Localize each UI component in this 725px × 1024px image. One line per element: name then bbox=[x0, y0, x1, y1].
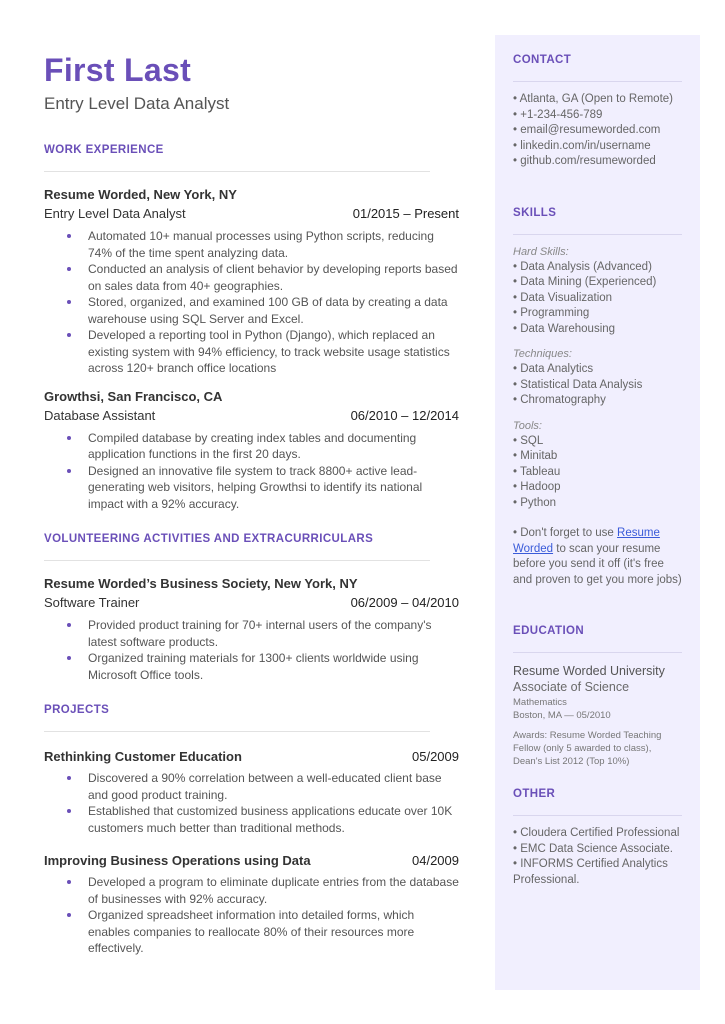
skill-item: • Minitab bbox=[513, 450, 558, 462]
bullet-item: Designed an innovative file system to track 8800+ active lead-generating web visitors, helping Growthsi to identify its national impact with a 92% accuracy. bbox=[44, 463, 459, 513]
bullet-dot-icon bbox=[67, 656, 71, 660]
skill-item: • Data Mining (Experienced) bbox=[513, 276, 657, 288]
bullet-item: Automated 10+ manual processes using Python scripts, reducing 74% of the time spent analyzing data. bbox=[44, 228, 459, 261]
techniques-list bbox=[513, 362, 682, 409]
project-entry bbox=[44, 748, 459, 836]
job-company: Growthsi, San Francisco, CA bbox=[44, 388, 223, 404]
education-location: Boston, MA — 05/2010 bbox=[513, 710, 611, 721]
education-awards: Awards: Resume Worded Teaching Fellow (only 5 awarded to class), Dean's List 2012 (Top 10%) bbox=[513, 730, 662, 767]
education-major: Mathematics bbox=[513, 697, 567, 708]
bullet-item: Organized spreadsheet information into detailed forms, which enables companies to reallocate 80% of their resources more effectively. bbox=[44, 907, 459, 957]
volunteer-bullets bbox=[44, 617, 459, 683]
sidebar-divider bbox=[513, 652, 682, 653]
volunteer-role: Software Trainer bbox=[44, 595, 140, 610]
section-heading-volunteering: VOLUNTEERING ACTIVITIES AND EXTRACURRICULARS bbox=[44, 533, 374, 545]
bullet-item: Organized training materials for 1300+ clients worldwide using Microsoft Office tools. bbox=[44, 650, 459, 683]
bullet-item: Provided product training for 70+ internal users of the company's latest software products. bbox=[44, 617, 459, 650]
contact-linkedin: • linkedin.com/in/username bbox=[513, 139, 651, 152]
volunteer-entry bbox=[44, 575, 459, 683]
candidate-title: Entry Level Data Analyst bbox=[44, 94, 230, 113]
certification-item: • INFORMS Certified Analytics Professional. bbox=[513, 858, 668, 886]
section-heading-projects: PROJECTS bbox=[44, 704, 110, 716]
bullet-item: Compiled database by creating index tables and documenting application functions in the first 20 days. bbox=[44, 430, 459, 463]
skill-item: • Data Warehousing bbox=[513, 322, 616, 335]
project-date: 04/2009 bbox=[412, 853, 459, 868]
bullet-dot-icon bbox=[67, 234, 71, 238]
job-entry bbox=[44, 388, 459, 513]
bullet-dot-icon bbox=[67, 267, 71, 271]
job-bullets bbox=[44, 228, 459, 377]
tools-label: Tools: bbox=[513, 419, 542, 432]
skill-item: • SQL bbox=[513, 434, 544, 447]
job-bullets bbox=[44, 430, 459, 513]
main-column bbox=[44, 50, 459, 957]
certification-item: • EMC Data Science Associate. bbox=[513, 842, 673, 855]
bullet-dot-icon bbox=[67, 436, 71, 440]
hard-skills-list bbox=[513, 260, 682, 338]
job-dates: 06/2010 – 12/2014 bbox=[350, 407, 459, 423]
sidebar-heading-other: OTHER bbox=[513, 788, 556, 800]
resume-worded-link[interactable]: Resume Worded bbox=[513, 527, 660, 555]
sidebar bbox=[495, 35, 700, 990]
project-name: Improving Business Operations using Data bbox=[44, 853, 311, 868]
contact-location: • Atlanta, GA (Open to Remote) bbox=[513, 93, 674, 105]
skill-item: • Data Analysis (Advanced) bbox=[513, 260, 652, 273]
bullet-dot-icon bbox=[67, 809, 71, 813]
section-divider bbox=[44, 560, 430, 561]
certification-item: • Cloudera Certified Professional bbox=[513, 827, 680, 839]
bullet-dot-icon bbox=[67, 880, 71, 884]
job-entry bbox=[44, 186, 459, 377]
sidebar-heading-contact: CONTACT bbox=[513, 54, 572, 66]
sidebar-heading-education: EDUCATION bbox=[513, 625, 585, 637]
bullet-dot-icon bbox=[67, 469, 71, 473]
skill-item: • Python bbox=[513, 496, 557, 509]
skill-item: • Hadoop bbox=[513, 481, 561, 493]
volunteer-dates: 06/2009 – 04/2010 bbox=[350, 595, 459, 610]
bullet-item: Developed a program to eliminate duplicate entries from the database of businesses with 92% accuracy. bbox=[44, 874, 459, 907]
job-company: Resume Worded, New York, NY bbox=[44, 187, 237, 202]
bullet-item: Stored, organized, and examined 100 GB of data by creating a data warehouse using SQL Server and Excel. bbox=[44, 294, 459, 327]
bullet-dot-icon bbox=[67, 776, 71, 780]
skill-item: • Programming bbox=[513, 307, 590, 319]
skill-item: • Chromatography bbox=[513, 394, 606, 406]
job-dates: 01/2015 – Present bbox=[352, 206, 459, 221]
resume-tip-note: • Don't forget to use Resume Worded to scan your resume before you send it off (it's free and proven to get you more jobs) bbox=[513, 527, 682, 586]
bullet-item: Conducted an analysis of client behavior by developing reports based on sales data from 40+ geographies. bbox=[44, 261, 459, 294]
skill-item: • Statistical Data Analysis bbox=[513, 378, 643, 391]
tools-list bbox=[513, 434, 682, 512]
education-degree: Associate of Science bbox=[513, 680, 630, 694]
bullet-dot-icon bbox=[67, 300, 71, 304]
project-bullets bbox=[44, 874, 459, 957]
bullet-dot-icon bbox=[67, 333, 71, 337]
sidebar-heading-skills: SKILLS bbox=[513, 206, 557, 219]
techniques-label: Techniques: bbox=[513, 348, 572, 360]
hard-skills-label: Hard Skills: bbox=[513, 245, 569, 258]
sidebar-divider bbox=[513, 815, 682, 816]
bullet-item: Established that customized business applications educate over 10K customers much better than traditional methods. bbox=[44, 803, 459, 836]
bullet-dot-icon bbox=[67, 913, 71, 917]
bullet-item: Discovered a 90% correlation between a well-educated client base and good product training. bbox=[44, 770, 459, 803]
contact-email: • email@resumeworded.com bbox=[513, 124, 661, 136]
candidate-name: First Last bbox=[44, 52, 192, 88]
project-name: Rethinking Customer Education bbox=[44, 749, 242, 764]
job-role: Database Assistant bbox=[44, 407, 156, 423]
project-entry bbox=[44, 852, 459, 957]
contact-phone: • +1-234-456-789 bbox=[513, 108, 603, 121]
skill-item: • Data Visualization bbox=[513, 291, 613, 304]
job-role: Entry Level Data Analyst bbox=[44, 206, 186, 221]
section-divider bbox=[44, 171, 430, 172]
bullet-dot-icon bbox=[67, 623, 71, 627]
contact-list bbox=[513, 92, 682, 170]
project-bullets bbox=[44, 770, 459, 836]
sidebar-divider bbox=[513, 234, 682, 235]
volunteer-org: Resume Worded’s Business Society, New York, NY bbox=[44, 576, 358, 591]
skill-item: • Data Analytics bbox=[513, 363, 594, 375]
education-school: Resume Worded University bbox=[513, 664, 665, 678]
bullet-item: Developed a reporting tool in Python (Django), which replaced an existing system with 94% efficiency, to track website usage statistics across 120+ branch office locations bbox=[44, 327, 459, 377]
other-list bbox=[513, 826, 682, 888]
contact-github: • github.com/resumeworded bbox=[513, 155, 656, 167]
sidebar-divider bbox=[513, 81, 682, 82]
skill-item: • Tableau bbox=[513, 465, 561, 478]
section-divider bbox=[44, 731, 430, 732]
section-heading-work: WORK EXPERIENCE bbox=[44, 144, 164, 156]
project-date: 05/2009 bbox=[412, 749, 459, 764]
